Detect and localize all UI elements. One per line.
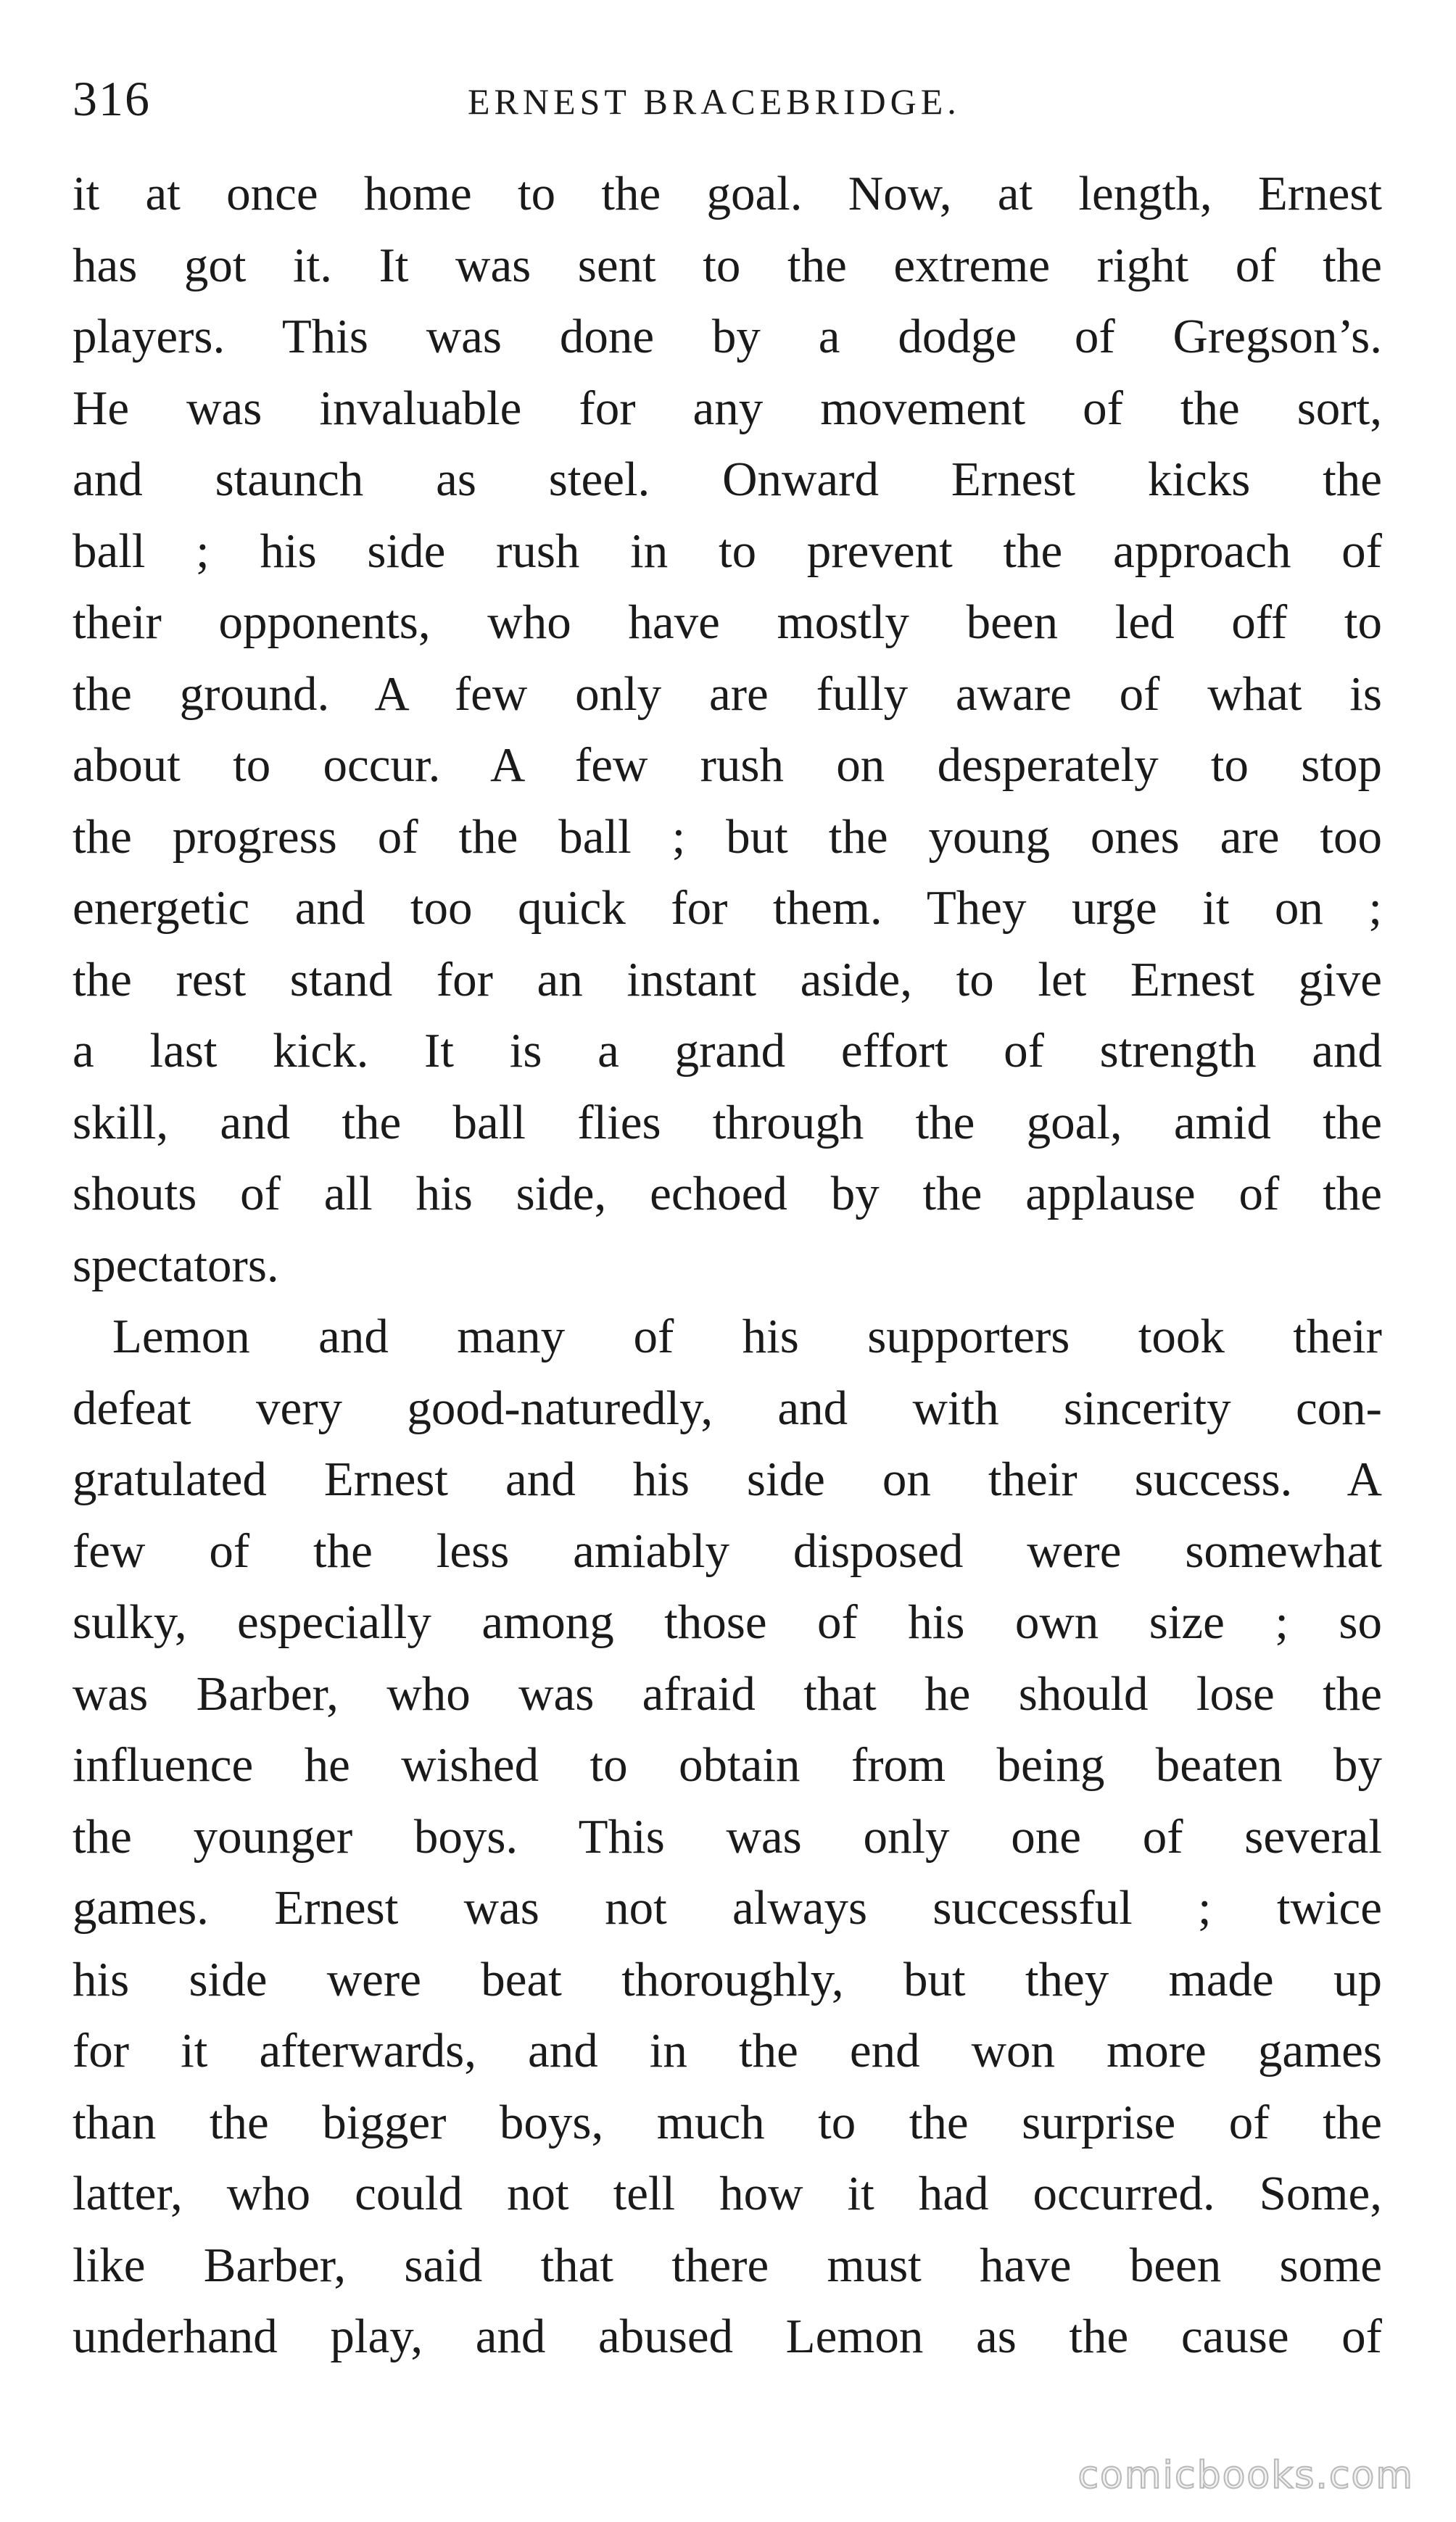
- text-line: few of the less amiably disposed were somewhat: [73, 1523, 1382, 1578]
- body-text: [73, 158, 1382, 2373]
- text-line: ball ; his side rush in to prevent the approach of: [73, 524, 1382, 578]
- page-number: 316: [73, 71, 151, 126]
- text-line: for it afterwards, and in the end won more games: [73, 2024, 1382, 2077]
- running-head: [73, 70, 1382, 128]
- text-line: underhand play, and abused Lemon as the cause of: [73, 2310, 1382, 2363]
- text-line: like Barber, said that there must have been some: [73, 2238, 1382, 2292]
- text-line: sulky, especially among those of his own size ; so: [73, 1595, 1382, 1649]
- text-line: shouts of all his side, echoed by the applause of the: [73, 1167, 1382, 1220]
- text-line: influence he wished to obtain from being beaten by: [73, 1738, 1382, 1792]
- text-line: their opponents, who have mostly been led off to: [73, 595, 1382, 649]
- text-line: the rest stand for an instant aside, to let Ernest give: [73, 952, 1382, 1006]
- text-line: latter, who could not tell how it had occurred. Some,: [73, 2167, 1382, 2220]
- text-line: skill, and the ball flies through the goal, amid the: [73, 1095, 1382, 1149]
- text-line: about to occur. A few rush on desperately to stop: [73, 738, 1382, 792]
- text-line: players. This was done by a dodge of Gregson’s.: [73, 310, 1382, 363]
- text-line: the progress of the ball ; but the young ones are too: [73, 809, 1382, 864]
- text-line: gratulated Ernest and his side on their success. A: [73, 1452, 1382, 1506]
- text-line: defeat very good-naturedly, and with sincerity con-: [73, 1381, 1382, 1435]
- text-line: has got it. It was sent to the extreme right of the: [73, 238, 1382, 292]
- text-line: it at once home to the goal. Now, at length, Ernest: [73, 167, 1382, 220]
- text-line: games. Ernest was not always successful ; twice: [73, 1881, 1382, 1935]
- watermark: comicbooks.com: [1077, 2454, 1414, 2497]
- text-line: a last kick. It is a grand effort of strength and: [73, 1024, 1382, 1078]
- text-line: his side were beat thoroughly, but they made up: [73, 1952, 1382, 2006]
- text-line: and staunch as steel. Onward Ernest kicks the: [73, 452, 1382, 506]
- text-line: the younger boys. This was only one of several: [73, 1809, 1382, 1864]
- text-line: than the bigger boys, much to the surprise of the: [73, 2095, 1382, 2149]
- running-title: ERNEST BRACEBRIDGE.: [468, 81, 961, 122]
- paragraph-start-line: Lemon and many of his supporters took their: [112, 1310, 1382, 1363]
- paragraph-end-line: spectators.: [73, 1238, 279, 1292]
- text-line: was Barber, who was afraid that he should lose the: [73, 1666, 1382, 1721]
- text-line: energetic and too quick for them. They urge it on ;: [73, 881, 1382, 935]
- text-line: He was invaluable for any movement of the sort,: [73, 381, 1382, 435]
- text-line: the ground. A few only are fully aware of what is: [73, 666, 1382, 721]
